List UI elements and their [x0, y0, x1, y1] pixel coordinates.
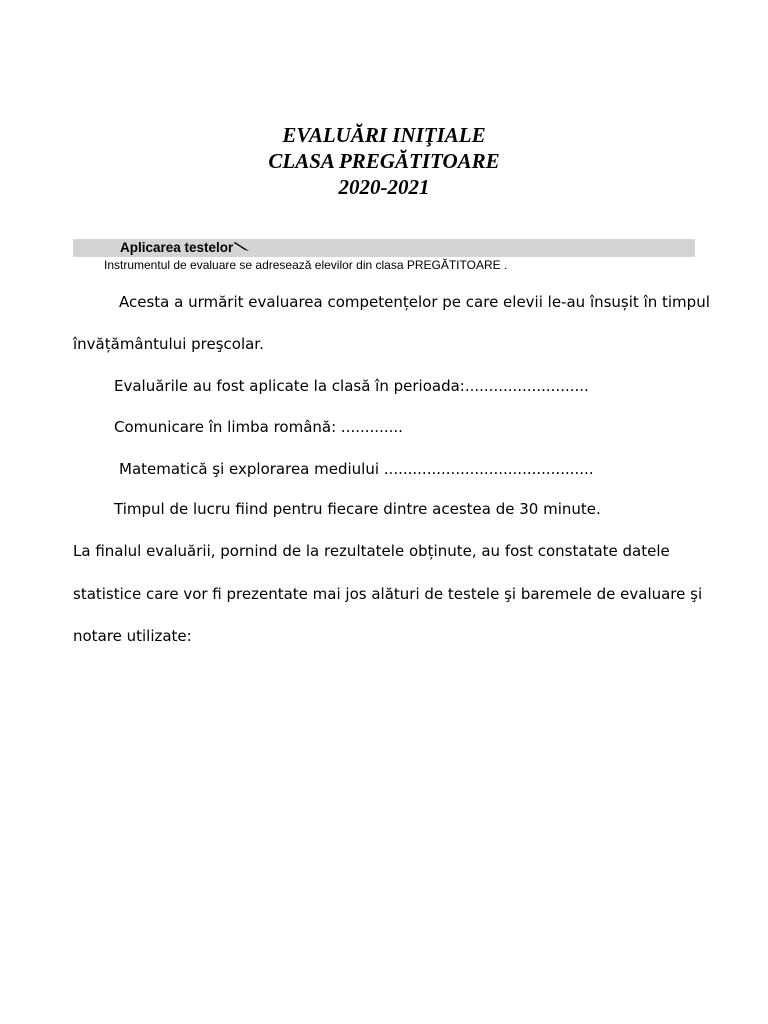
title-line-3: 2020-2021	[338, 175, 430, 199]
paragraph-results-line-1: La finalul evaluării, pornind de la rezultatele obținute, au fost constatate datele	[73, 542, 670, 560]
title-line-2: CLASA PREGĂTITOARE	[268, 149, 500, 173]
paragraph-1-line-1: Acesta a urmărit evaluarea competențelor pe care elevii le-au însușit în timpul	[119, 293, 710, 311]
section-note: Instrumentul de evaluare se adresează elevilor din clasa PREGĂTITOARE .	[104, 258, 508, 272]
paragraph-time: Timpul de lucru fiind pentru fiecare dintre acestea de 30 minute.	[114, 500, 601, 518]
title-line-1: EVALUĂRI INIŢIALE	[282, 123, 486, 147]
paragraph-math: Matematică şi explorarea mediului ............................................	[119, 460, 594, 478]
paragraph-period: Evaluările au fost aplicate la clasă în perioada:..........................	[114, 377, 589, 395]
section-heading-bar	[73, 239, 695, 257]
paragraph-romanian: Comunicare în limba română: .............	[114, 418, 403, 436]
paragraph-results-line-2: statistice care vor fi prezentate mai jos alături de testele şi baremele de evaluare şi	[73, 585, 703, 603]
pen-icon	[234, 239, 250, 257]
section-heading	[120, 239, 250, 257]
section-heading-text: Aplicarea testelor	[120, 240, 234, 255]
paragraph-results-line-3: notare utilizate:	[73, 627, 192, 645]
document-title	[0, 122, 768, 200]
paragraph-1-line-2: învățământului preşcolar.	[73, 335, 264, 353]
